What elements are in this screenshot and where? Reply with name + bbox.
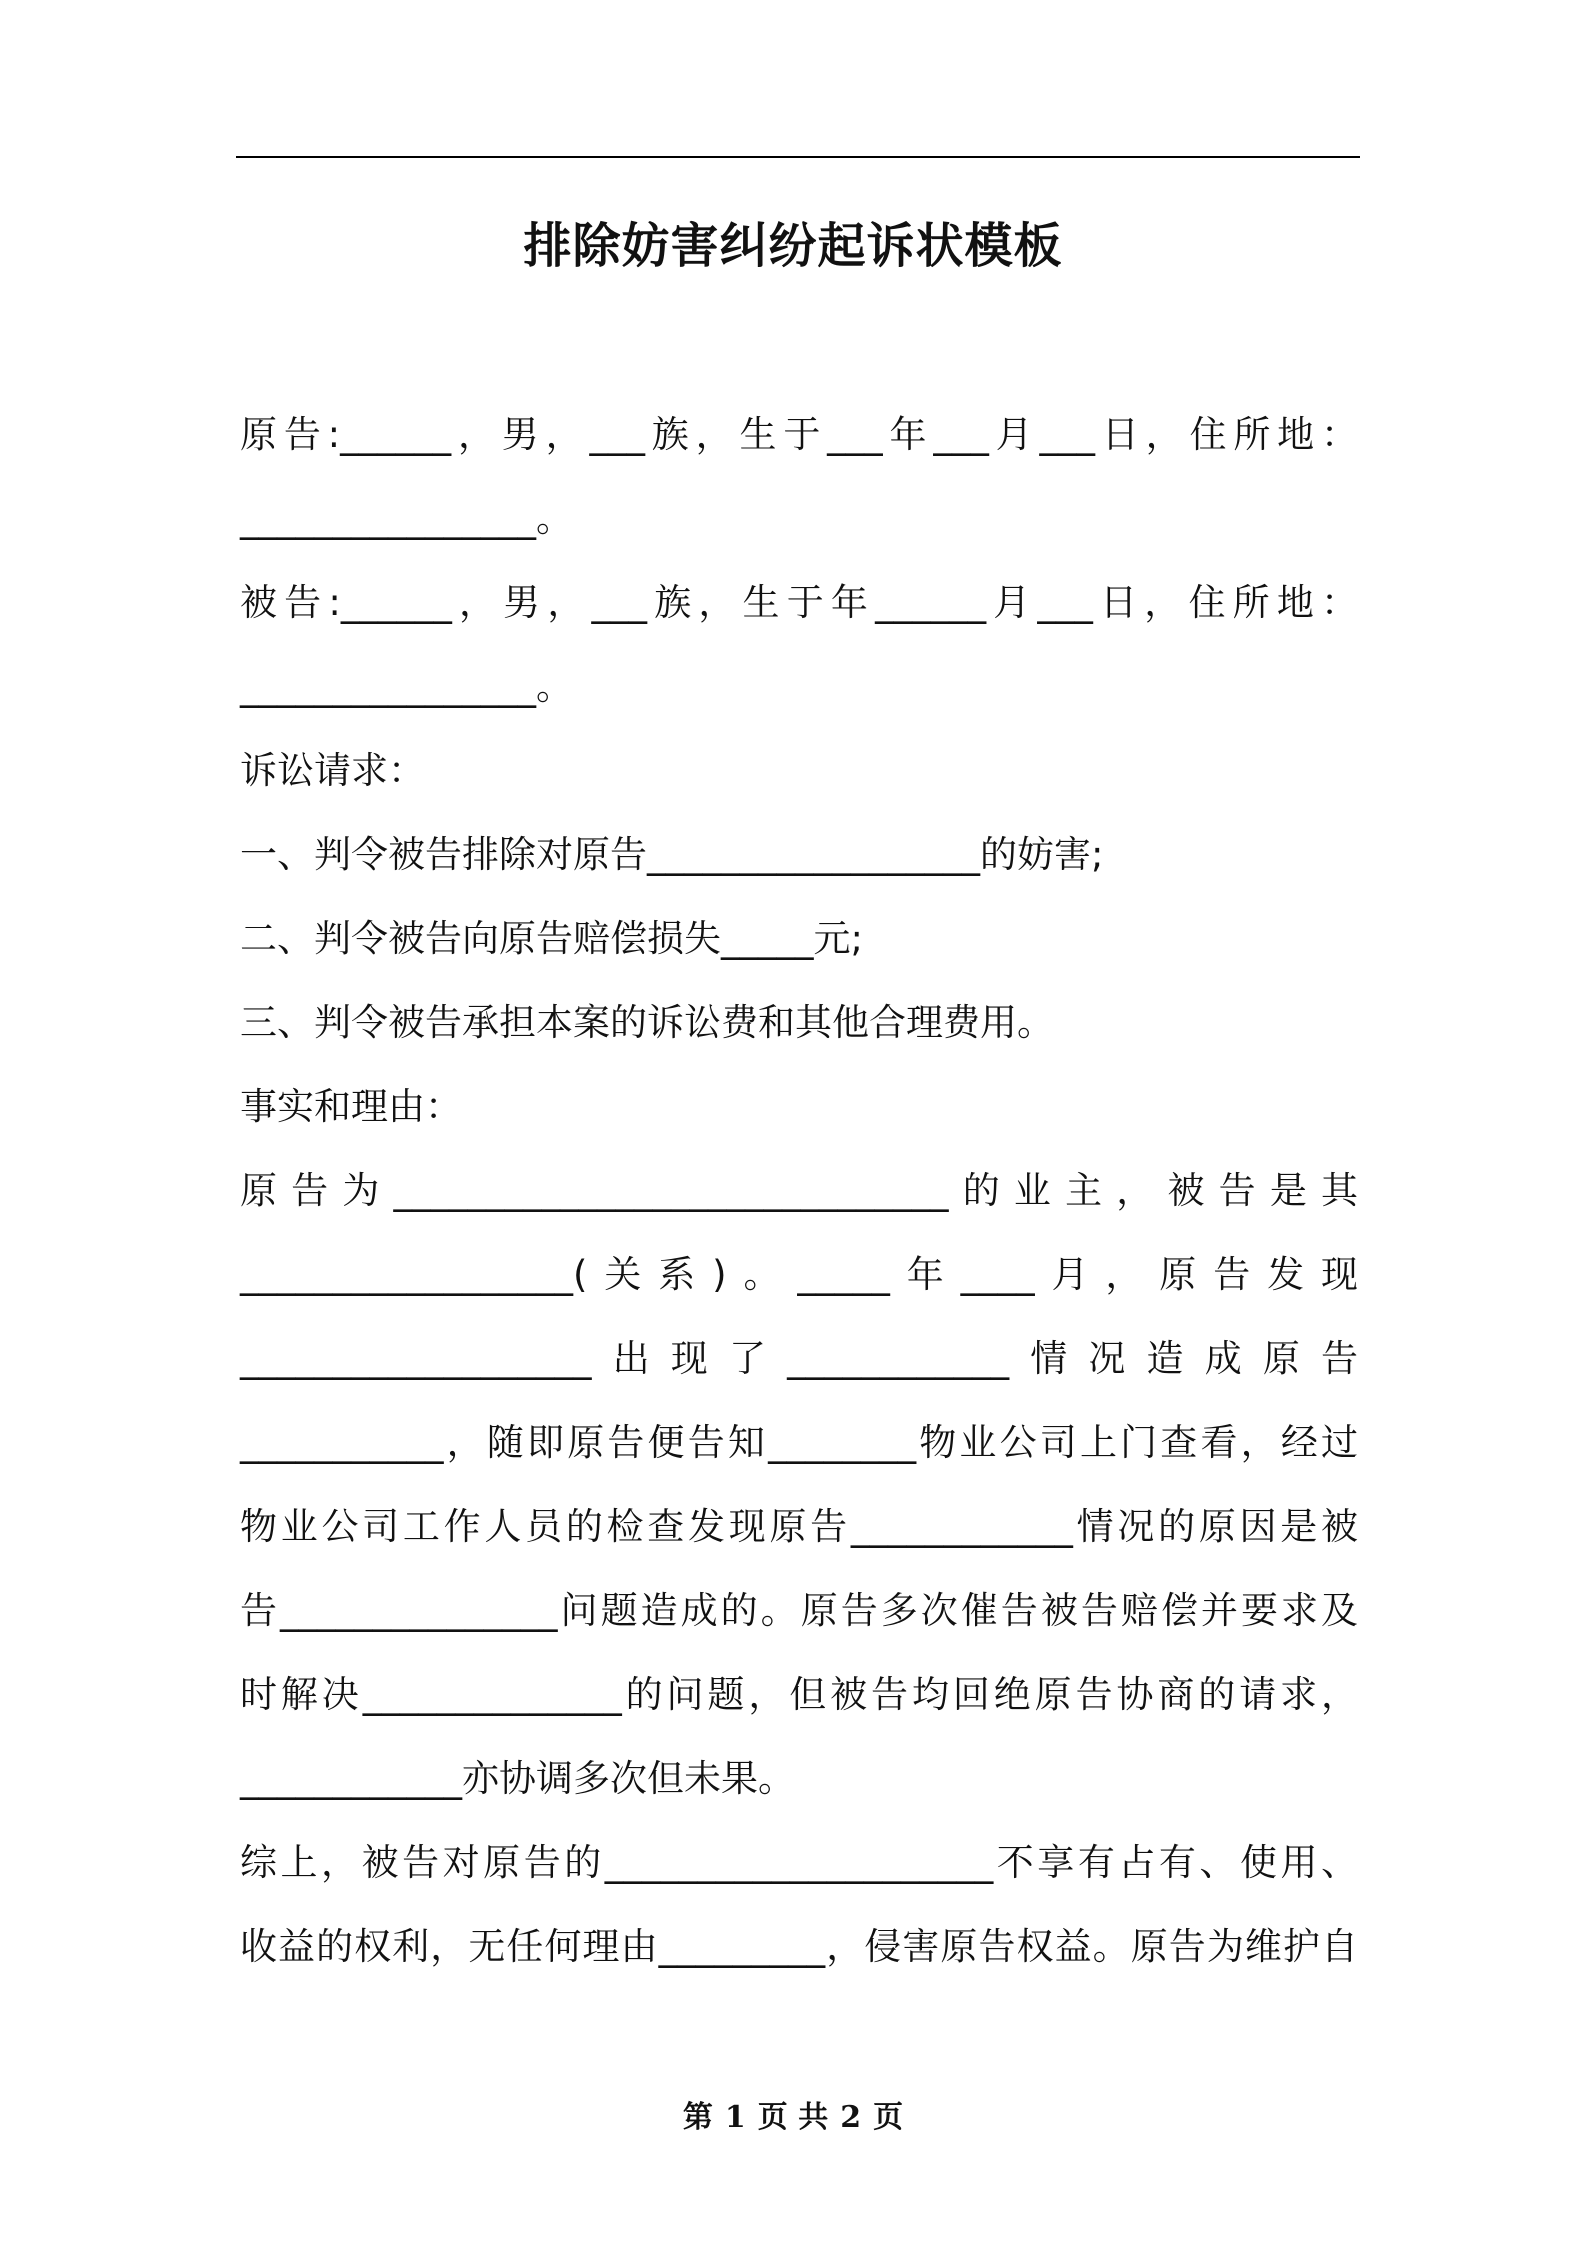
facts-line-4: ___________，随即原告便告知________物业公司上门查看，经过 [240, 1421, 1358, 1464]
facts-line-8: ____________亦协调多次但未果。 [240, 1757, 795, 1800]
claim-item-3: 三、判令被告承担本案的诉讼费和其他合理费用。 [240, 1001, 1054, 1044]
page-footer [0, 2098, 1586, 2138]
facts-line-2: __________________(关系)。_____年____月，原告发现 [240, 1253, 1358, 1296]
footer-of-label: 页 共 [757, 2100, 829, 2135]
facts-line-5: 物业公司工作人员的检查发现原告____________情况的原因是被 [240, 1505, 1358, 1548]
header-rule [236, 156, 1360, 158]
facts-line-3: ___________________出现了____________情况造成原告 [240, 1337, 1358, 1380]
footer-end-label: 页 [873, 2100, 904, 2135]
plaintiff-address-line: ________________。 [240, 497, 573, 540]
defendant-address-line: ________________。 [240, 665, 573, 708]
claim-item-1: 一、判令被告排除对原告__________________的妨害; [240, 833, 1104, 876]
summary-line-1: 综上，被告对原告的_____________________不享有占有、使用、 [240, 1841, 1358, 1884]
claims-heading: 诉讼请求： [240, 749, 425, 792]
facts-line-7: 时解决______________的问题，但被告均回绝原告协商的请求， [240, 1673, 1358, 1716]
footer-page-label: 第 [682, 2100, 713, 2135]
defendant-line: 被告:______，男，___族，生于年______月___日，住所地： [240, 581, 1358, 624]
facts-line-6: 告_______________问题造成的。原告多次催告被告赔偿并要求及 [240, 1589, 1358, 1632]
document-title: 排除妨害纠纷起诉状模板 [523, 218, 1063, 274]
plaintiff-line: 原告:______，男，___族，生于___年___月___日，住所地： [240, 413, 1358, 456]
footer-page-number: 1 [724, 2100, 746, 2135]
facts-heading: 事实和理由： [240, 1085, 462, 1128]
summary-line-2: 收益的权利，无任何理由_________，侵害原告权益。原告为维护自 [240, 1925, 1358, 1968]
footer-total-pages: 2 [840, 2100, 862, 2135]
facts-line-1: 原告为______________________________的业主，被告是其 [240, 1169, 1358, 1212]
claim-item-2: 二、判令被告向原告赔偿损失_____元; [240, 917, 863, 960]
